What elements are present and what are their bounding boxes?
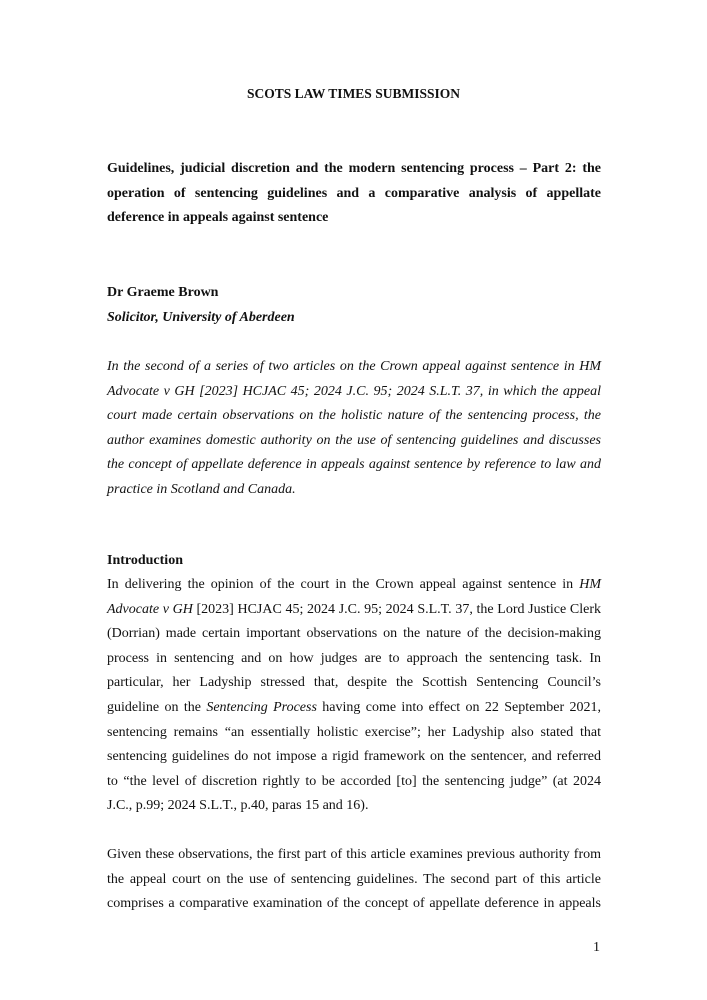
abstract-line: court made certain observations on the holistic nature of the sentencing process, the (107, 408, 601, 424)
paragraph-line: the appeal court on the use of sentencing guidelines. The second part of this article (107, 871, 601, 887)
paragraph-line: J.C., p.99; 2024 S.L.T., p.40, paras 15 and 16). (107, 798, 369, 814)
paragraph-line: particular, her Ladyship stressed that, despite the Scottish Sentencing Council’s (107, 675, 601, 691)
paragraph-line: comprises a comparative examination of the concept of appellate deference in appeals (107, 896, 601, 912)
title-line: Guidelines, judicial discretion and the modern sentencing process – Part 2: the (107, 161, 601, 176)
guideline-title: Sentencing Process (206, 699, 317, 715)
case-name: Advocate v GH (107, 601, 193, 617)
page-number: 1 (593, 940, 600, 955)
author-block (107, 281, 601, 330)
case-name: HM (579, 577, 601, 592)
abstract-line: Advocate v GH [2023] HCJAC 45; 2024 J.C. 95; 2024 S.L.T. 37, in which the appeal (107, 383, 601, 399)
text-run: guideline on the (107, 699, 207, 715)
paragraph-line: process in sentencing and on how judges are to approach the sentencing task. In (107, 650, 601, 666)
text-run: [2023] HCJAC 45; 2024 J.C. 95; 2024 S.L.T. 37, the Lord Justice Clerk (192, 601, 601, 617)
title-line: operation of sentencing guidelines and a comparative analysis of appellate (107, 185, 601, 201)
author-name: Dr Graeme Brown (107, 285, 219, 300)
paragraph-line: Given these observations, the first part of this article examines previous authority from (107, 847, 601, 862)
paragraph-line: to “the level of discretion rightly to be accorded [to] the sentencing judge” (at 2024 (107, 773, 601, 789)
title-line: deference in appeals against sentence (107, 210, 329, 226)
text-run: having come into effect on 22 September 2021, (316, 699, 602, 715)
introduction-paragraph-2 (107, 843, 601, 917)
abstract-line: In the second of a series of two articles on the Crown appeal against sentence in HM (107, 359, 601, 374)
abstract-line: author examines domestic authority on the use of sentencing guidelines and discusses (107, 432, 601, 448)
paragraph-line (107, 573, 601, 598)
submission-header: SCOTS LAW TIMES SUBMISSION (247, 86, 460, 101)
article-title (107, 157, 601, 231)
paragraph-line (107, 598, 601, 623)
author-affiliation: Solicitor, University of Aberdeen (107, 309, 295, 325)
introduction-paragraph-1 (107, 573, 601, 819)
paragraph-line: (Dorrian) made certain important observations on the nature of the decision-making (107, 626, 601, 642)
section-heading-introduction: Introduction (107, 553, 183, 568)
paragraph-line (107, 696, 601, 721)
paragraph-line: sentencing remains “an essentially holistic exercise”; her Ladyship also stated that (107, 724, 601, 740)
text-run: In delivering the opinion of the court in the Crown appeal against sentence in (107, 577, 580, 592)
paragraph-line: sentencing guidelines do not impose a rigid framework on the sentencer, and referred (107, 749, 601, 765)
abstract-line: the concept of appellate deference in appeals against sentence by reference to law and (107, 457, 601, 473)
abstract (107, 355, 601, 503)
abstract-line: practice in Scotland and Canada. (107, 481, 296, 497)
